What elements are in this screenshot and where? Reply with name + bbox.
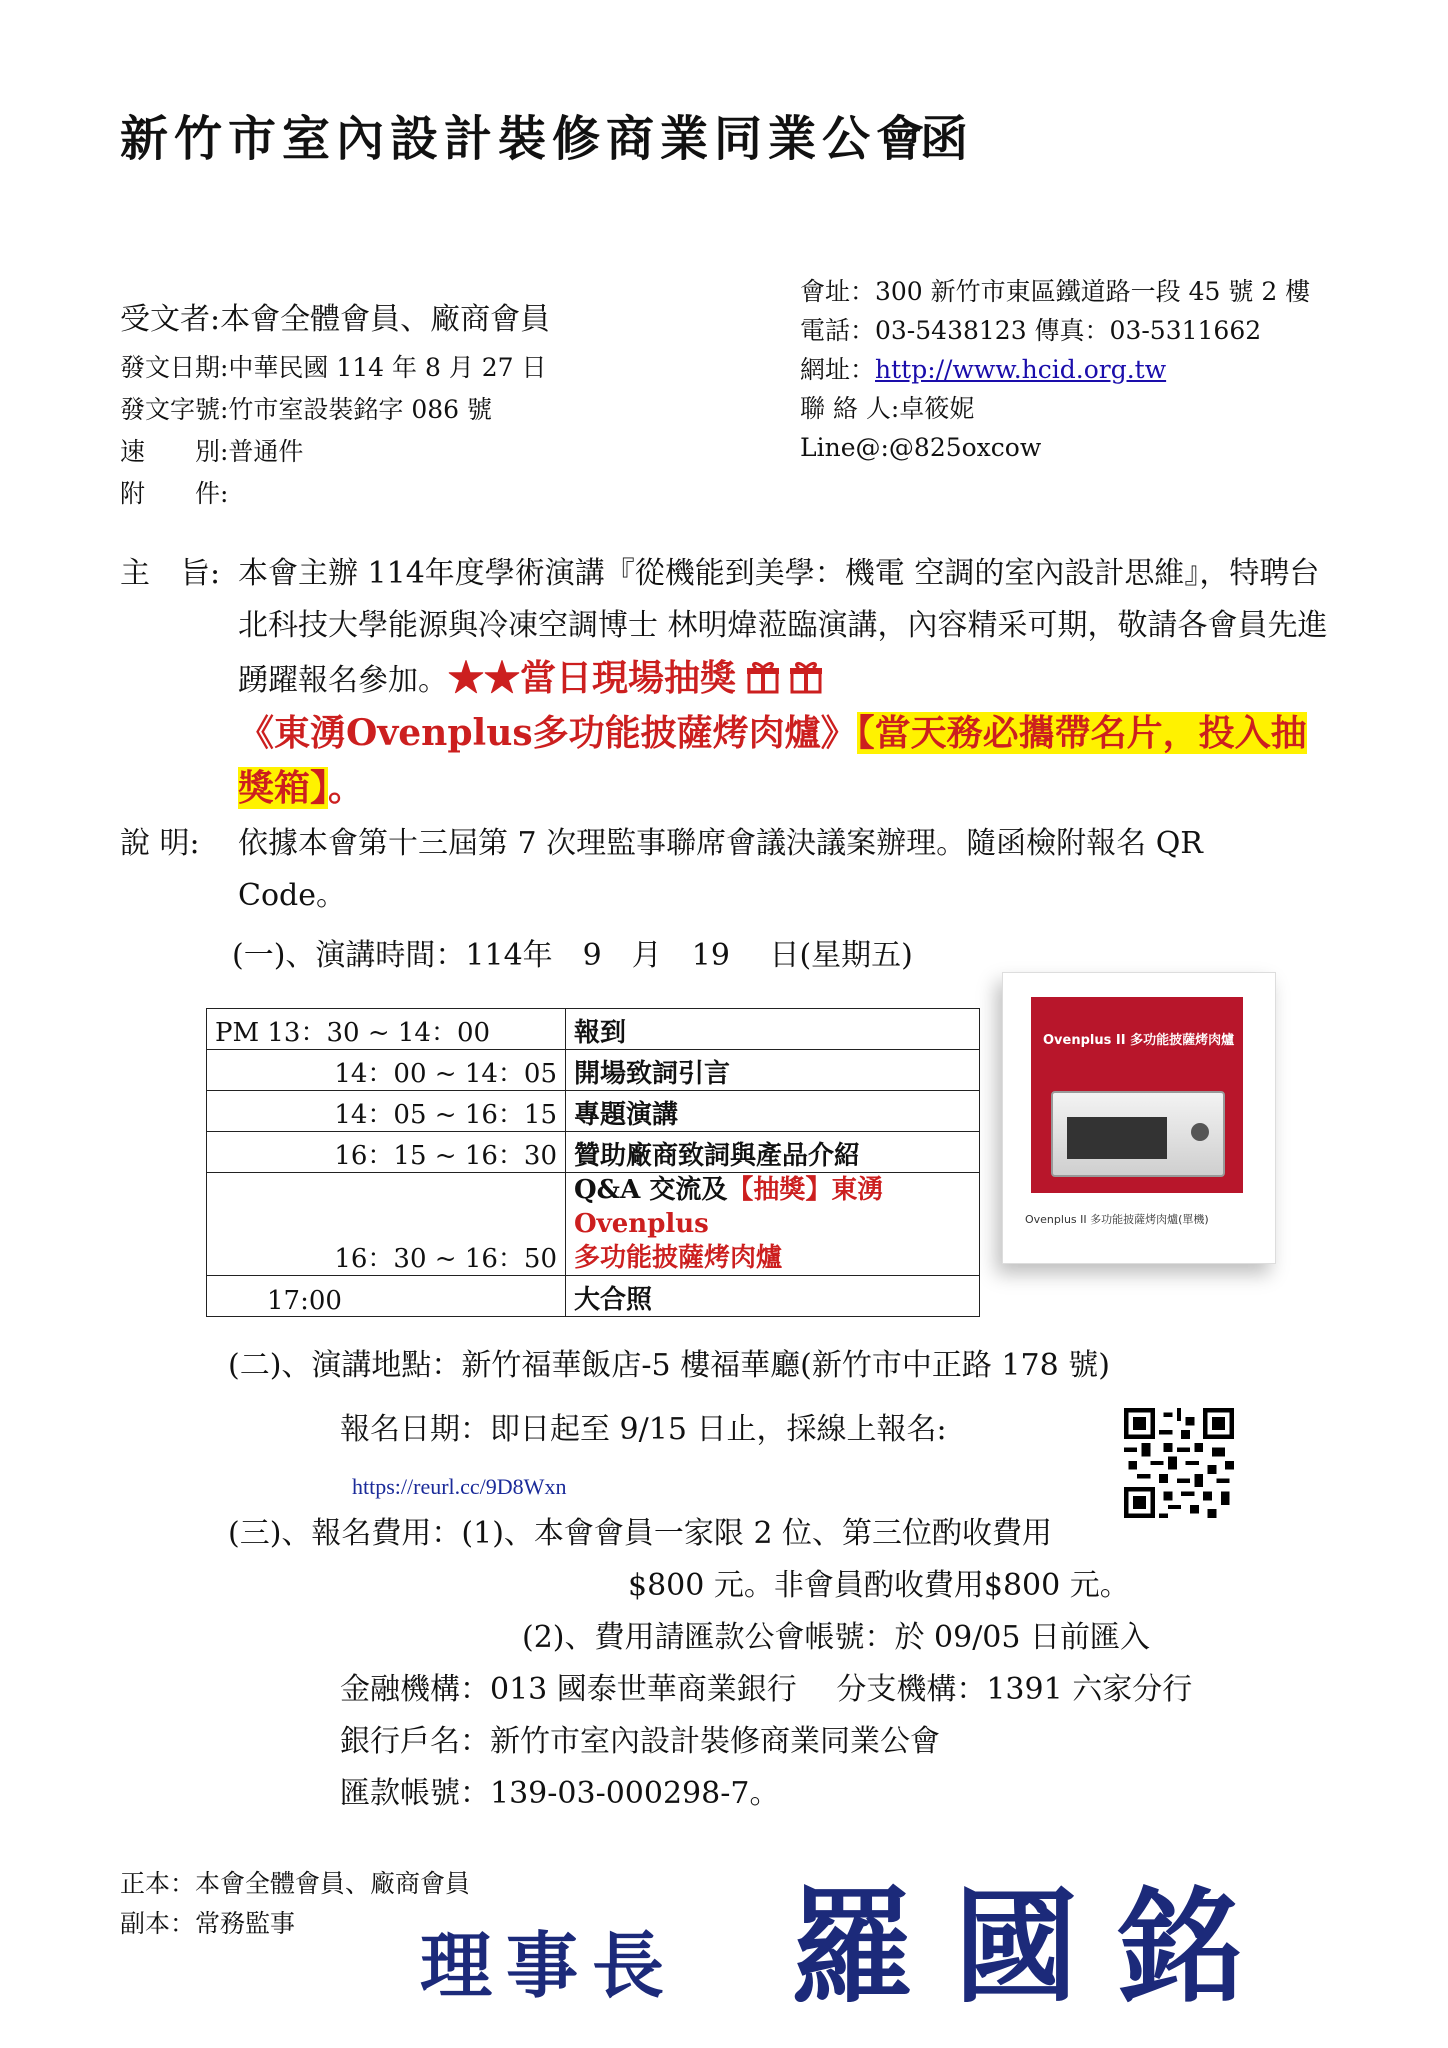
oven-knob [1191, 1123, 1209, 1141]
schedule-event: 報到 [566, 1009, 980, 1050]
org-title: 新竹市室內設計裝修商業同業公會 [120, 111, 931, 167]
prize-item: 《東湧Ovenplus多功能披薩烤肉爐》 [238, 712, 857, 754]
lecture-time: (一)、演講時間：114年 9 月 19 日(星期五) [232, 938, 913, 973]
gift-icon [746, 660, 780, 694]
document-meta [120, 350, 547, 518]
prize-note: 【當天務必攜帶名片，投入抽獎箱】 [238, 712, 1307, 809]
delivery-speed: 速 別:普通件 [120, 437, 304, 466]
contact-person: 聯 絡 人:卓筱妮 [800, 394, 975, 423]
bank-info: 金融機構：013 國泰世華商業銀行 分支機構：1391 六家分行 [340, 1672, 1193, 1707]
original-recipients: 正本：本會全體會員、廠商會員 [120, 1869, 471, 1898]
event-red-2: 多功能披薩烤肉爐 [574, 1243, 783, 1273]
subject-text: 本會主辦 114年度學術演講『從機能到美學：機電 空調的室內設計思維』，特聘台北科技大學能源與冷凍空調博士 林明煒蒞臨演講，內容精采可期，敬請各會員先進踴躍報名參加。 [238, 556, 1328, 698]
distribution [120, 1864, 470, 1944]
qr-code-icon[interactable] [1124, 1408, 1234, 1518]
registration-date: 報名日期：即日起至 9/15 日止，採線上報名: [340, 1412, 947, 1447]
website-row [800, 352, 1310, 391]
registration-url[interactable]: https://reurl.cc/9D8Wxn [352, 1474, 567, 1499]
schedule-event: 專題演講 [566, 1091, 980, 1132]
phone-fax: 電話：03-5438123 傳真：03-5311662 [800, 316, 1262, 345]
recipient: 受文者:本會全體會員、廠商會員 [120, 302, 551, 337]
subject-body [238, 548, 1338, 817]
oven-illustration [1051, 1091, 1225, 1177]
website-label: 網址： [800, 355, 876, 384]
contact-block [800, 274, 1310, 469]
prize-prefix: ★★當日現場抽獎 [448, 657, 737, 699]
schedule-time: 14：05 ~ 16：15 [207, 1091, 566, 1132]
gift-icon [789, 660, 823, 694]
website-link[interactable]: http://www.hcid.org.tw [875, 355, 1167, 384]
schedule-time: PM 13：30 ~ 14：00 [207, 1009, 566, 1050]
copy-recipients: 副本：常務監事 [120, 1909, 296, 1938]
lecture-venue: (二)、演講地點：新竹福華飯店-5 樓福華廳(新竹市中正路 178 號) [228, 1348, 1110, 1383]
table-row [207, 1173, 980, 1276]
table-row [207, 1091, 980, 1132]
schedule-time: 16：30 ~ 16：50 [207, 1173, 566, 1276]
schedule-event: 大合照 [566, 1276, 980, 1317]
schedule-time: 16：15 ~ 16：30 [207, 1132, 566, 1173]
doc-number: 發文字號:竹市室設裝銘字 086 號 [120, 395, 493, 424]
schedule-event [566, 1173, 980, 1276]
description-label: 說 明: [120, 826, 200, 861]
signature-title: 理事長 [420, 1923, 679, 2008]
schedule-time: 14：00 ~ 14：05 [207, 1050, 566, 1091]
event-prefix: Q&A 交流及 [574, 1175, 728, 1205]
line-id: Line@:@825oxcow [800, 433, 1042, 462]
account-name: 銀行戶名：新竹市室內設計裝修商業同業公會 [340, 1724, 940, 1759]
schedule-time: 17:00 [207, 1276, 566, 1317]
subject-label: 主 旨: [120, 556, 221, 591]
fee-line-1: (三)、報名費用：(1)、本會會員一家限 2 位、第三位酌收費用 [228, 1516, 1053, 1551]
table-row [207, 1132, 980, 1173]
issue-date: 發文日期:中華民國 114 年 8 月 27 日 [120, 353, 547, 382]
product-caption: Ovenplus II 多功能披薩烤肉爐(單機) [1025, 1213, 1209, 1226]
event-red-1: 【抽獎】東湧 Ovenplus [574, 1175, 884, 1239]
oven-window [1067, 1117, 1167, 1159]
schedule-event: 贊助廠商致詞與產品介紹 [566, 1132, 980, 1173]
description-body: 依據本會第十三屆第 7 次理監事聯席會議決議案辦理。隨函檢附報名 QR Code。 [238, 826, 1203, 913]
signature-name: 羅國銘 [790, 1875, 1283, 2020]
product-image [1002, 972, 1276, 1264]
schedule-table [206, 1008, 980, 1317]
fee-line-2: (2)、費用請匯款公會帳號：於 09/05 日前匯入 [522, 1620, 1151, 1655]
table-row [207, 1276, 980, 1317]
schedule-event: 開場致詞引言 [566, 1050, 980, 1091]
prize-end: 。 [328, 767, 365, 809]
address: 會址：300 新竹市東區鐵道路一段 45 號 2 樓 [800, 277, 1311, 306]
fee-line-1b: $800 元。非會員酌收費用$800 元。 [628, 1568, 1130, 1603]
doc-type: 函 [920, 111, 969, 167]
account-number: 匯款帳號：139-03-000298-7。 [340, 1776, 780, 1811]
table-row [207, 1050, 980, 1091]
attachment: 附 件: [120, 479, 229, 508]
product-banner-text: Ovenplus II 多功能披薩烤肉爐 [1043, 1033, 1235, 1048]
table-row [207, 1009, 980, 1050]
